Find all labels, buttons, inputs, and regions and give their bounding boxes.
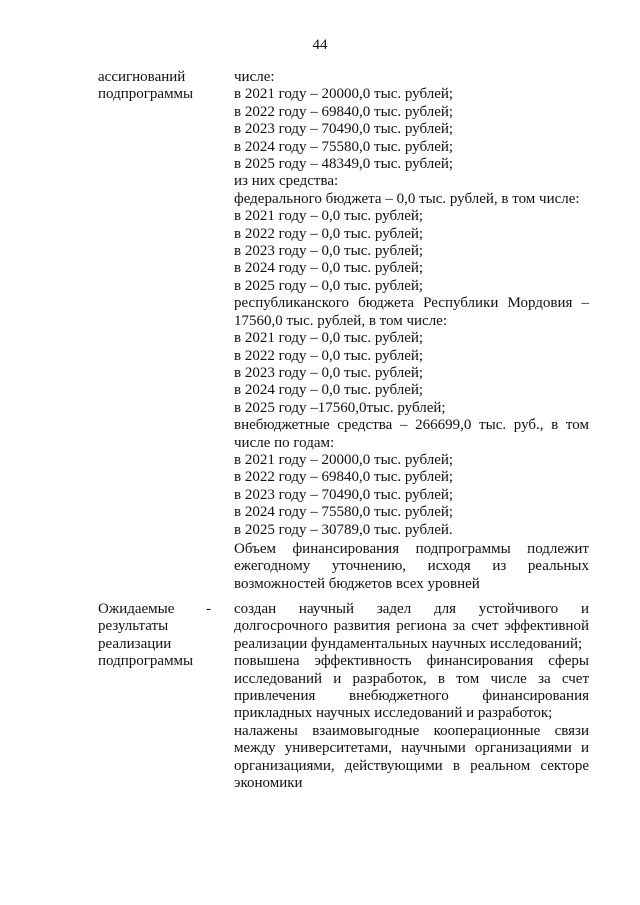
republic-year-line: в 2022 году – 0,0 тыс. рублей; bbox=[234, 347, 424, 364]
financing-row-label bbox=[98, 69, 208, 104]
extrabudget-year-line: в 2025 году – 30789,0 тыс. рублей. bbox=[234, 521, 453, 538]
federal-year-line: в 2022 году – 0,0 тыс. рублей; bbox=[234, 225, 424, 242]
financing-note: Объем финансирования подпрограммы подлежит ежегодному уточнению, исходя из реальных возможностей бюджетов всех уровней bbox=[234, 540, 589, 592]
result-paragraph: повышена эффективность финансирования сферы исследований и разработок, в том числе за счет привлечения внебюджетного финансирования прикладных научных исследований и разработок; bbox=[234, 653, 589, 722]
label-dash: - bbox=[206, 601, 211, 617]
extrabudget-paragraph: внебюджетные средства – 266699,0 тыс. руб., в том числе по годам: bbox=[234, 417, 589, 451]
federal-year-line: в 2021 году – 0,0 тыс. рублей; bbox=[234, 208, 424, 225]
total-line: в 2024 году – 75580,0 тыс. рублей; bbox=[234, 138, 454, 155]
total-line: в 2021 году – 20000,0 тыс. рублей; bbox=[234, 86, 454, 103]
label-line: подпрограммы bbox=[98, 86, 194, 103]
republic-year-line: в 2024 году – 0,0 тыс. рублей; bbox=[234, 382, 424, 399]
federal-year-line: в 2024 году – 0,0 тыс. рублей; bbox=[234, 260, 424, 277]
federal-year-line: в 2023 году – 0,0 тыс. рублей; bbox=[234, 243, 424, 260]
financing-content bbox=[234, 69, 589, 593]
federal-budget-line: федерального бюджета – 0,0 тыс. рублей, в том числе: bbox=[234, 190, 580, 207]
total-line: из них средства: bbox=[234, 173, 339, 190]
total-line: в 2025 году – 48349,0 тыс. рублей; bbox=[234, 156, 454, 173]
expected-results-content bbox=[234, 601, 589, 792]
result-paragraph: создан научный задел для устойчивого и долгосрочного развития региона за счет эффективной реализации фундаментальных научных исследований; bbox=[234, 601, 589, 652]
total-line: в 2022 году – 69840,0 тыс. рублей; bbox=[234, 103, 454, 120]
label-line: подпрограммы bbox=[98, 653, 194, 670]
page-number: 44 bbox=[312, 37, 328, 53]
republic-budget-paragraph: республиканского бюджета Республики Мордовия – 17560,0 тыс. рублей, в том числе: bbox=[234, 295, 589, 329]
republic-year-line: в 2021 году – 0,0 тыс. рублей; bbox=[234, 330, 424, 347]
total-line: в 2023 году – 70490,0 тыс. рублей; bbox=[234, 121, 454, 138]
label-line: ассигнований bbox=[98, 69, 186, 85]
expected-results-label bbox=[98, 601, 208, 671]
extrabudget-year-line: в 2023 году – 70490,0 тыс. рублей; bbox=[234, 486, 454, 503]
label-line: реализации bbox=[98, 635, 172, 652]
label-line: Ожидаемые bbox=[98, 601, 175, 617]
extrabudget-year-line: в 2024 году – 75580,0 тыс. рублей; bbox=[234, 504, 454, 521]
extrabudget-year-line: в 2022 году – 69840,0 тыс. рублей; bbox=[234, 469, 454, 486]
label-line: результаты bbox=[98, 618, 169, 635]
federal-year-line: в 2025 году – 0,0 тыс. рублей; bbox=[234, 277, 424, 294]
extrabudget-year-line: в 2021 году – 20000,0 тыс. рублей; bbox=[234, 451, 454, 468]
republic-year-line: в 2025 году –17560,0тыс. рублей; bbox=[234, 399, 446, 416]
republic-year-line: в 2023 году – 0,0 тыс. рублей; bbox=[234, 364, 424, 381]
total-line: числе: bbox=[234, 69, 275, 85]
result-paragraph: налажены взаимовыгодные кооперационные связи между университетами, научными организациями и организациями, действующими в реальном секторе экономики bbox=[234, 722, 589, 792]
